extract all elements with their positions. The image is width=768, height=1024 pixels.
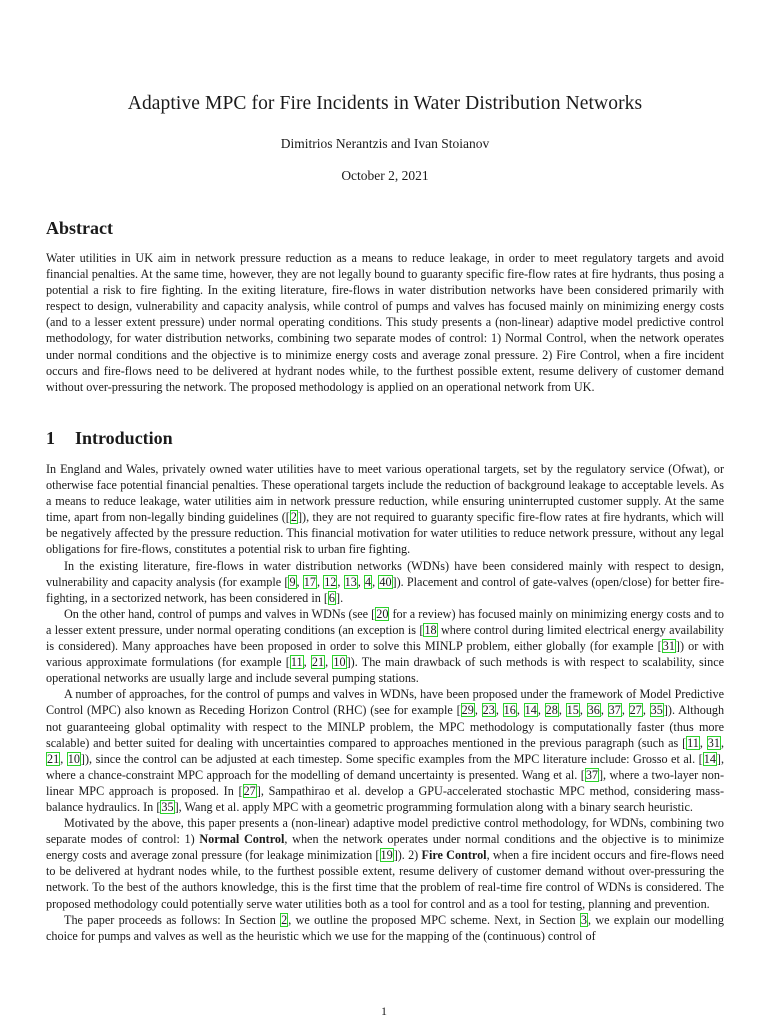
text-run: , when the network operates under normal conditions and the objective is to minimize energy costs and average zonal pressure (for leakage minimization [ [46, 832, 725, 863]
paper-date: October 2, 2021 [341, 168, 429, 183]
bold-term: Fire Control [421, 848, 487, 863]
text-run: In the existing literature, fire-flows in water distribution networks (WDNs) have been considered mainly with respect to design, vulnerability and capacity analysis (for example [ [46, 558, 724, 589]
text-run: , when a fire incident occurs and fire-flows need to be delivered at hydrant nodes while, to the furthest possible extent, resume delivery of customer demand without over-pressuring the network. To the best of the authors knowledge, this is the first time that the problem of real-time fire control of WDNs is considered. The proposed methodology could potentially serve water utilities both as a tool for control and as a tool for testing, planning and prevention. [46, 848, 724, 911]
citation-link[interactable]: 31 [707, 735, 720, 750]
text-run: In England and Wales, privately owned water utilities have to meet various operational targets, set by the regulatory service (Ofwat), or otherwise face potential financial penalties. These operational targets include the reduction of background leakage to acceptable levels. As a means to reduce leakage, water utilities aim in network pressure reduction, while ensuring uninterrupted customer supply. At the same time, apart from non-legally binding guidelines ([ [46, 462, 724, 525]
text-run: ]), since the control can be adjusted at each timestep. Some specific examples from the MPC literature include: Grosso et al. [ [80, 751, 703, 766]
text-run: , we outline the proposed MPC scheme. Next, in Section [288, 912, 580, 927]
section-link[interactable]: 2 [281, 912, 288, 927]
citation-link[interactable]: 27 [629, 703, 642, 718]
citation-link[interactable]: 18 [424, 622, 437, 637]
text-run: ], where a chance-constraint MPC approach for the modelling of demand uncertainty is presented. Wang et al. [ [46, 751, 725, 782]
citation-link[interactable]: 16 [503, 703, 516, 718]
text-run: , we explain our modelling choice for pumps and valves as well as the heuristic which we use for the mapping of the (continuous) control of [46, 912, 724, 943]
citation-link[interactable]: 4 [365, 574, 372, 589]
citation-link[interactable]: 21 [311, 655, 325, 670]
text-run: ]). 2) [393, 848, 422, 863]
text-run: A number of approaches, for the control of pumps and valves in WDNs, have been proposed under the framework of Model Predictive Control (MPC) also known as Receding Horizon Control (RHC) (see for example [ [46, 687, 724, 718]
citation-link[interactable]: 12 [324, 574, 337, 589]
abstract-heading: Abstract [46, 218, 113, 238]
citation-link[interactable]: 17 [303, 574, 316, 589]
citation-link[interactable]: 2 [290, 510, 297, 525]
bold-term: Normal Control [199, 832, 285, 847]
text-run: ]). Although not guaranteeing global optimality with respect to the MINLP problem, the MPC methodology is computationally faster (thus more scalable) and better suited for dealing with uncertainties compared to approaches mentioned in the previous paragraph (such as [ [46, 703, 725, 750]
citation-link[interactable]: 36 [587, 703, 600, 718]
abstract-text: Water utilities in UK aim in network pressure reduction as a means to reduce leakage, in order to meet regulatory targets and avoid financial penalties. At the same time, however, they are not legally bound to guaranty specific fire-flow rates at fire hydrants, thus posing a potential a risk to fire fighting. In the exiting literature, fire-flows in water distribution networks have been considered primarily with respect to design, vulnerability and capacity analysis, while control of pumps and valves has focused mainly on minimizing energy costs (and to a lesser extent pressure) under normal operating conditions. This study presents a (non-linear) adaptive model predictive control methodology, for water distribution networks, combining two separate modes of control: 1) Normal Control, when the network operates under normal conditions and the objective is to minimize energy costs and average zonal pressure. 2) Fire Control, when a fire incident occurs and fire-flows need to be delivered at hydrant nodes while, to the furthest possible extent, resume delivery of customer demand without over-pressuring the network. The proposed methodology is applied on an operational network from UK. [46, 251, 724, 394]
citation-link[interactable]: 27 [243, 783, 256, 798]
citation-link[interactable]: 10 [67, 751, 80, 766]
citation-link[interactable]: 19 [380, 848, 393, 863]
citation-link[interactable]: 10 [333, 655, 346, 670]
citation-link[interactable]: 23 [482, 703, 495, 718]
citation-link[interactable]: 37 [585, 767, 598, 782]
paragraph-4: A number of approaches, for the control of pumps and valves in WDNs, have been proposed under the framework of Model Predictive Control (MPC) also known as Receding Horizon Control (RHC) (see for example [29, 23, 16, 14, 28, 15, 36, 37, 27, 35]). Although not guaranteeing global optimality with respect to the MINLP problem, the MPC methodology is computationally faster (thus more scalable) and better suited for dealing with uncertainties compared to approaches mentioned in the previous paragraph (such as [11, 31, 21, 10]), since the control can be adjusted at each timestep. Some specific examples from the MPC literature include: Grosso et al. [14], where a chance-constraint MPC approach for the modelling of demand uncertainty is presented. Wang et al. [37], where a two-layer non-linear MPC approach is proposed. In [27], Sampathirao et al. develop a GPU-accelerated stochastic MPC method, considering mass-balance hydraulics. In [35], Wang et al. apply MPC with a geometric programming formulation along with a binary search heuristic. [46, 687, 725, 814]
text-run: ]. [336, 590, 344, 605]
text-run: On the other hand, control of pumps and valves in WDNs (see [ [64, 606, 376, 621]
citation-link[interactable]: 14 [703, 751, 716, 766]
section-heading [46, 428, 173, 449]
text-run: Motivated by the above, this paper presents a (non-linear) adaptive model predictive control methodology, for WDNs, combining two separate modes of control: 1) [46, 816, 724, 847]
citation-link[interactable]: 11 [290, 655, 303, 670]
citation-link[interactable]: 9 [289, 574, 296, 589]
citation-link[interactable]: 13 [344, 574, 357, 589]
paragraph-3: On the other hand, control of pumps and valves in WDNs (see [20 for a review) has focused mainly on minimizing energy costs and to a lesser extent pressure, under normal operating conditions (an exception is [18 where control during limited electrical energy availability is considered). Many approaches have been proposed in order to solve this MINLP problem, either globally (for example [31]) or with various approximate formulations (for example [11, 21, 10]). The main drawback of such methods is with respect to scalability, since operational networks are usually large and include several pumping stations. [46, 606, 725, 686]
citation-link[interactable]: 31 [662, 639, 675, 654]
citation-link[interactable]: 40 [379, 574, 392, 589]
citation-link[interactable]: 35 [161, 799, 174, 814]
section-number: 1 [46, 428, 55, 448]
citation-link[interactable]: 37 [608, 703, 621, 718]
citation-link[interactable]: 14 [524, 703, 537, 718]
section-link[interactable]: 3 [580, 912, 588, 927]
text-run: for a review) has focused mainly on minimizing energy costs and to a lesser extent pressure, under normal operating conditions (an exception is [ [46, 606, 724, 637]
citation-link[interactable]: 28 [545, 703, 558, 718]
paper-authors: Dimitrios Nerantzis and Ivan Stoianov [280, 136, 490, 151]
section-title: Introduction [75, 428, 173, 448]
text-run: ]). The main drawback of such methods is with respect to scalability, since operational networks are usually large and include several pumping stations. [46, 655, 725, 686]
text-run: where control during limited electrical energy availability is considered). Many approaches have been proposed in order to solve this MINLP problem, either globally (for example [ [46, 622, 724, 654]
text-run: ]) or with various approximate formulations (for example [ [46, 639, 724, 670]
citation-link[interactable]: 20 [376, 606, 389, 621]
citation-link[interactable]: 11 [687, 735, 699, 750]
paragraph-6 [46, 912, 724, 944]
citation-link[interactable]: 29 [461, 703, 474, 718]
paragraph-1 [46, 461, 724, 558]
citation-link[interactable]: 35 [650, 703, 663, 718]
text-run: ]). Placement and control of gate-valves (open/close) for better fire-fighting, in a sectorized network, has been considered in [ [46, 574, 725, 605]
page-number: 1 [381, 1004, 387, 1018]
text-run: ]), they are not required to guaranty specific fire-flow rates at fire hydrants, which will be negatively affected by the pressure reduction. This financial motivation for water utilities to reduce network pressure, without any legal obligations for fire-flows, constitutes a potential risk to urban fire fighting. [46, 510, 724, 557]
paragraph-2: In the existing literature, fire-flows in water distribution networks (WDNs) have been considered mainly with respect to design, vulnerability and capacity analysis (for example [9, 17, 12, 13, 4, 40]). Placement and control of gate-valves (open/close) for better fire-fighting, in a sectorized network, has been considered in [6]. [46, 558, 725, 605]
introduction-body [46, 461, 724, 944]
text-run: ], Wang et al. apply MPC with a geometric programming formulation along with a binary search heuristic. [174, 799, 693, 814]
paper-title: Adaptive MPC for Fire Incidents in Water Distribution Networks [127, 93, 643, 114]
text-run: ], where a two-layer non-linear MPC approach is proposed. In [ [46, 767, 725, 798]
citation-link[interactable]: 21 [47, 751, 60, 766]
text-run: ], Sampathirao et al. develop a GPU-accelerated stochastic MPC method, considering mass-balance hydraulics. In [ [46, 783, 725, 814]
citation-link[interactable]: 6 [328, 590, 336, 605]
citation-link[interactable]: 15 [566, 703, 579, 718]
paragraph-5 [46, 815, 724, 912]
text-run: The paper proceeds as follows: In Section [64, 912, 281, 927]
